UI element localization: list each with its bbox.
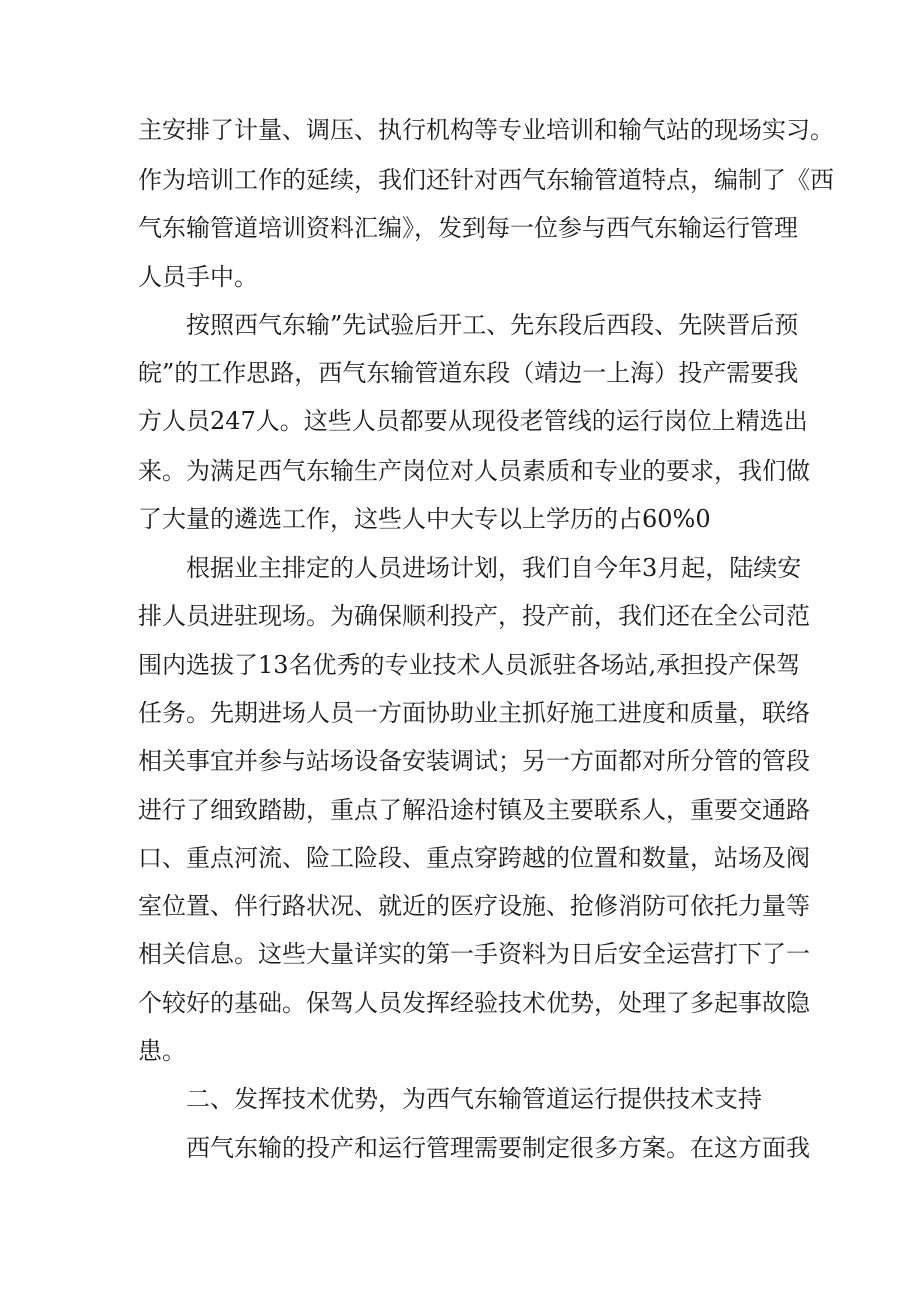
text-line: 患。 <box>138 1037 186 1065</box>
text-line: 任务。先期进场人员一方面协助业主抓好施工进度和质量，联络 <box>138 699 810 727</box>
text-line: 了大量的遴选工作，这些人中大专以上学历的占60%0 <box>138 505 711 533</box>
text-line: 相关事宜并参与站场设备安装调试；另一方面都对所分管的管段 <box>138 747 810 775</box>
text-line: 主安排了计量、调压、执行机构等专业培训和输气站的现场实习。 <box>138 116 834 144</box>
text-line: 排人员进驻现场。为确保顺利投产，投产前，我们还在全公司范 <box>138 602 810 630</box>
text-line: 个较好的基础。保驾人员发挥经验技术优势，处理了多起事故隐 <box>138 989 810 1017</box>
text-line: 方人员247人。这些人员都要从现役老管线的运行岗位上精选出 <box>138 407 808 435</box>
text-line: 作为培训工作的延续，我们还针对西气东输管道特点，编制了《西 <box>138 166 834 194</box>
text-line: 人员手中。 <box>138 263 258 291</box>
paragraph-first-line: 按照西气东输”先试验后开工、先东段后西段、先陕晋后预 <box>186 311 799 339</box>
text-line: 相关信息。这些大量详实的第一手资料为日后安全运营打下了一 <box>138 940 810 968</box>
paragraph-first-line: 根据业主排定的人员进场计划，我们自今年3月起，陆续安 <box>186 554 802 582</box>
text-line: 进行了细致踏勘，重点了解沿途村镇及主要联系人，重要交通路 <box>138 796 810 824</box>
text-line: 围内选拔了13名优秀的专业技术人员派驻各场站,承担投产保驾 <box>138 651 801 679</box>
text-line: 皖”的工作思路，西气东输管道东段（靖边一上海）投产需要我 <box>138 359 799 387</box>
text-line: 来。为满足西气东输生产岗位对人员素质和专业的要求，我们做 <box>138 457 810 485</box>
section-heading: 二、发挥技术优势，为西气东输管道运行提供技术支持 <box>186 1085 762 1113</box>
text-line: 口、重点河流、险工险段、重点穿跨越的位置和数量，站场及阀 <box>138 844 810 872</box>
text-line: 气东输管道培训资料汇编》，发到每一位参与西气东输运行管理 <box>138 214 798 242</box>
text-line: 室位置、伴行路状况、就近的医疗设施、抢修消防可依托力量等 <box>138 892 810 920</box>
paragraph-first-line: 西气东输的投产和运行管理需要制定很多方案。在这方面我 <box>186 1134 810 1162</box>
